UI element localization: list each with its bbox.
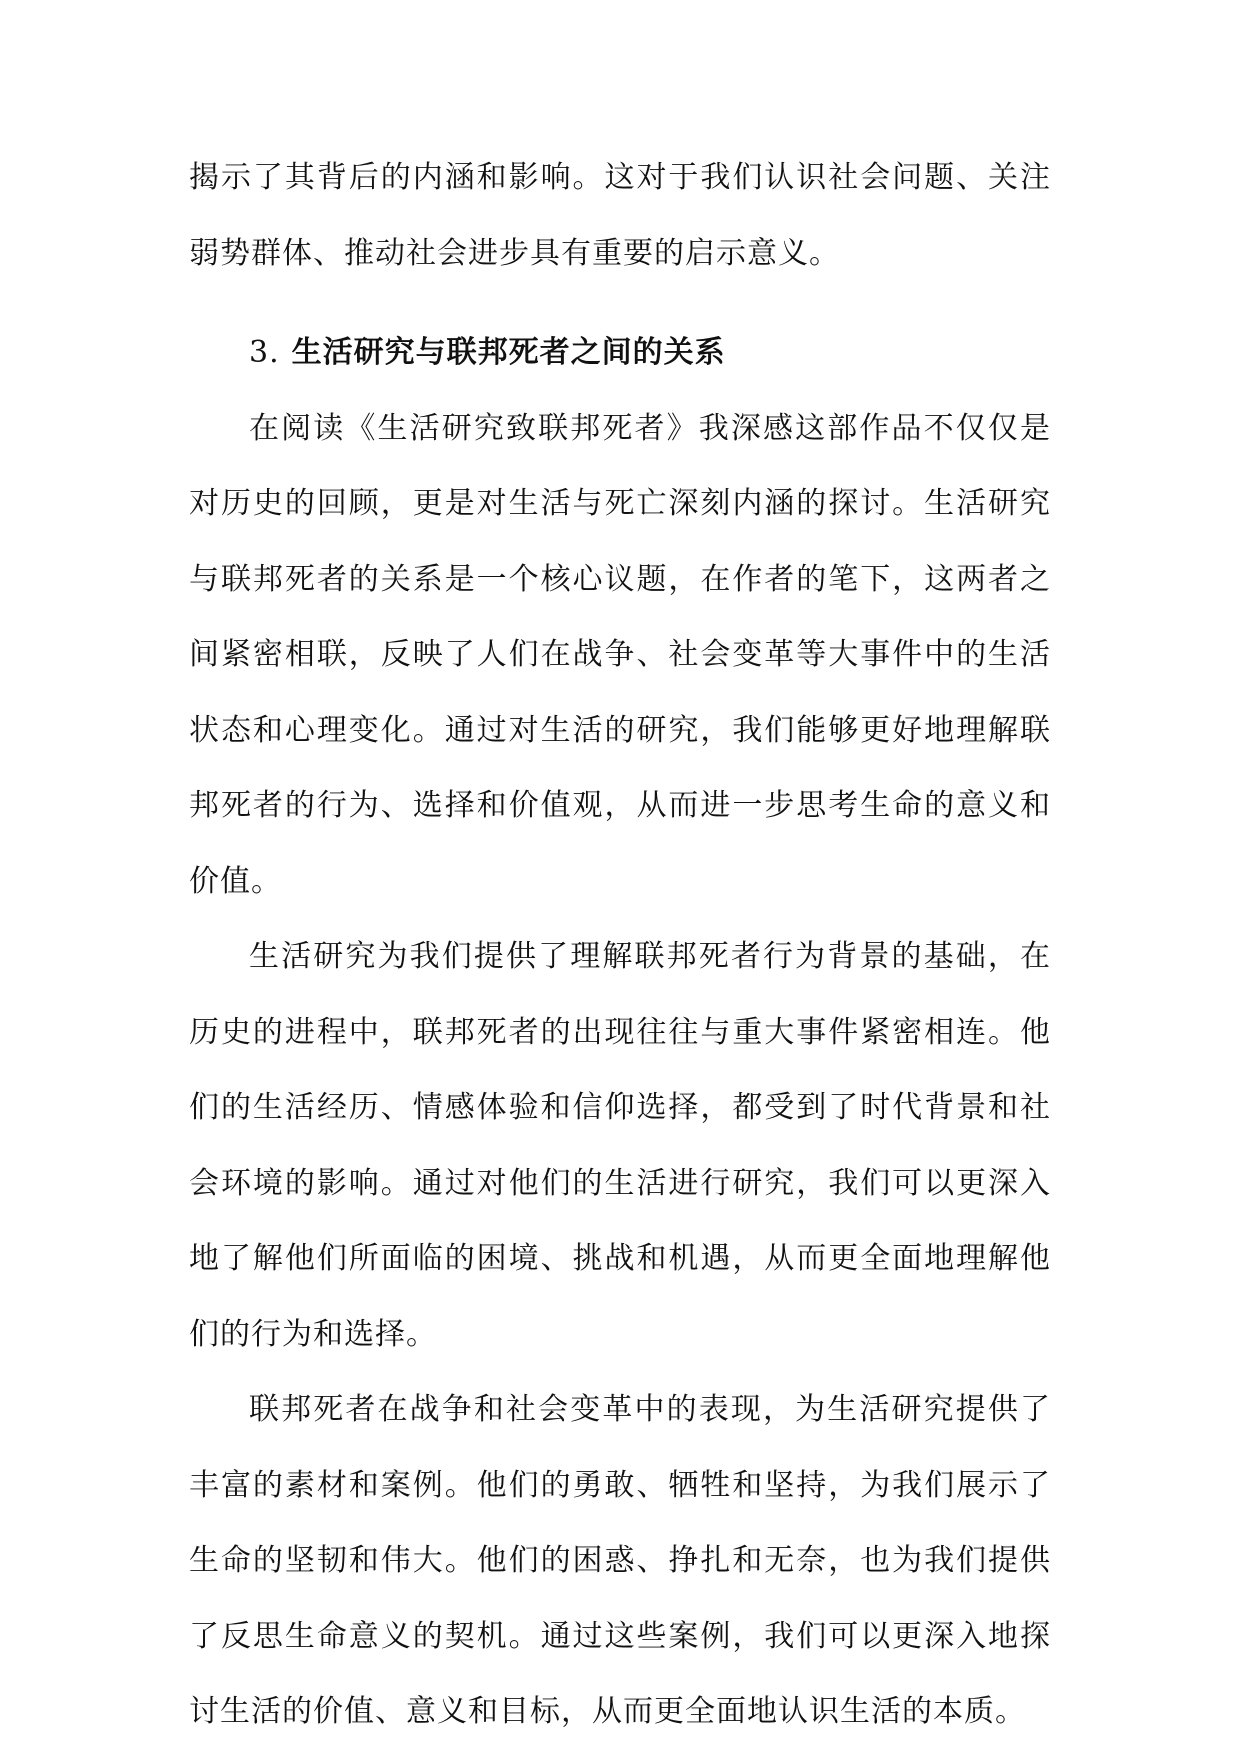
section-heading [189, 315, 1051, 391]
body-paragraph-3: 联邦死者在战争和社会变革中的表现，为生活研究提供了丰富的素材和案例。他们的勇敢、牺牲和坚持，为我们展示了生命的坚韧和伟大。他们的困惑、挣扎和无奈，也为我们提供了反思生命意义的契机。通过这些案例，我们可以更深入地探讨生活的价值、意义和目标，从而更全面地认识生活的本质。 [189, 1392, 1051, 1729]
body-paragraph-2: 生活研究为我们提供了理解联邦死者行为背景的基础，在历史的进程中，联邦死者的出现往往与重大事件紧密相连。他们的生活经历、情感体验和信仰选择，都受到了时代背景和社会环境的影响。通过对他们的生活进行研究，我们可以更深入地了解他们所面临的困境、挑战和机遇，从而更全面地理解他们的行为和选择。 [189, 939, 1051, 1352]
section-number: 3. [249, 335, 280, 370]
body-paragraph-1: 在阅读《生活研究致联邦死者》我深感这部作品不仅仅是对历史的回顾，更是对生活与死亡深刻内涵的探讨。生活研究与联邦死者的关系是一个核心议题，在作者的笔下，这两者之间紧密相联，反映了人们在战争、社会变革等大事件中的生活状态和心理变化。通过对生活的研究，我们能够更好地理解联邦死者的行为、选择和价值观，从而进一步思考生命的意义和价值。 [189, 410, 1051, 899]
section-spacer [189, 291, 1051, 315]
section-title: 生活研究与联邦死者之间的关系 [291, 335, 726, 370]
continued-paragraph: 揭示了其背后的内涵和影响。这对于我们认识社会问题、关注弱势群体、推动社会进步具有重要的启示意义。 [189, 160, 1051, 271]
document-body [189, 140, 1051, 1750]
